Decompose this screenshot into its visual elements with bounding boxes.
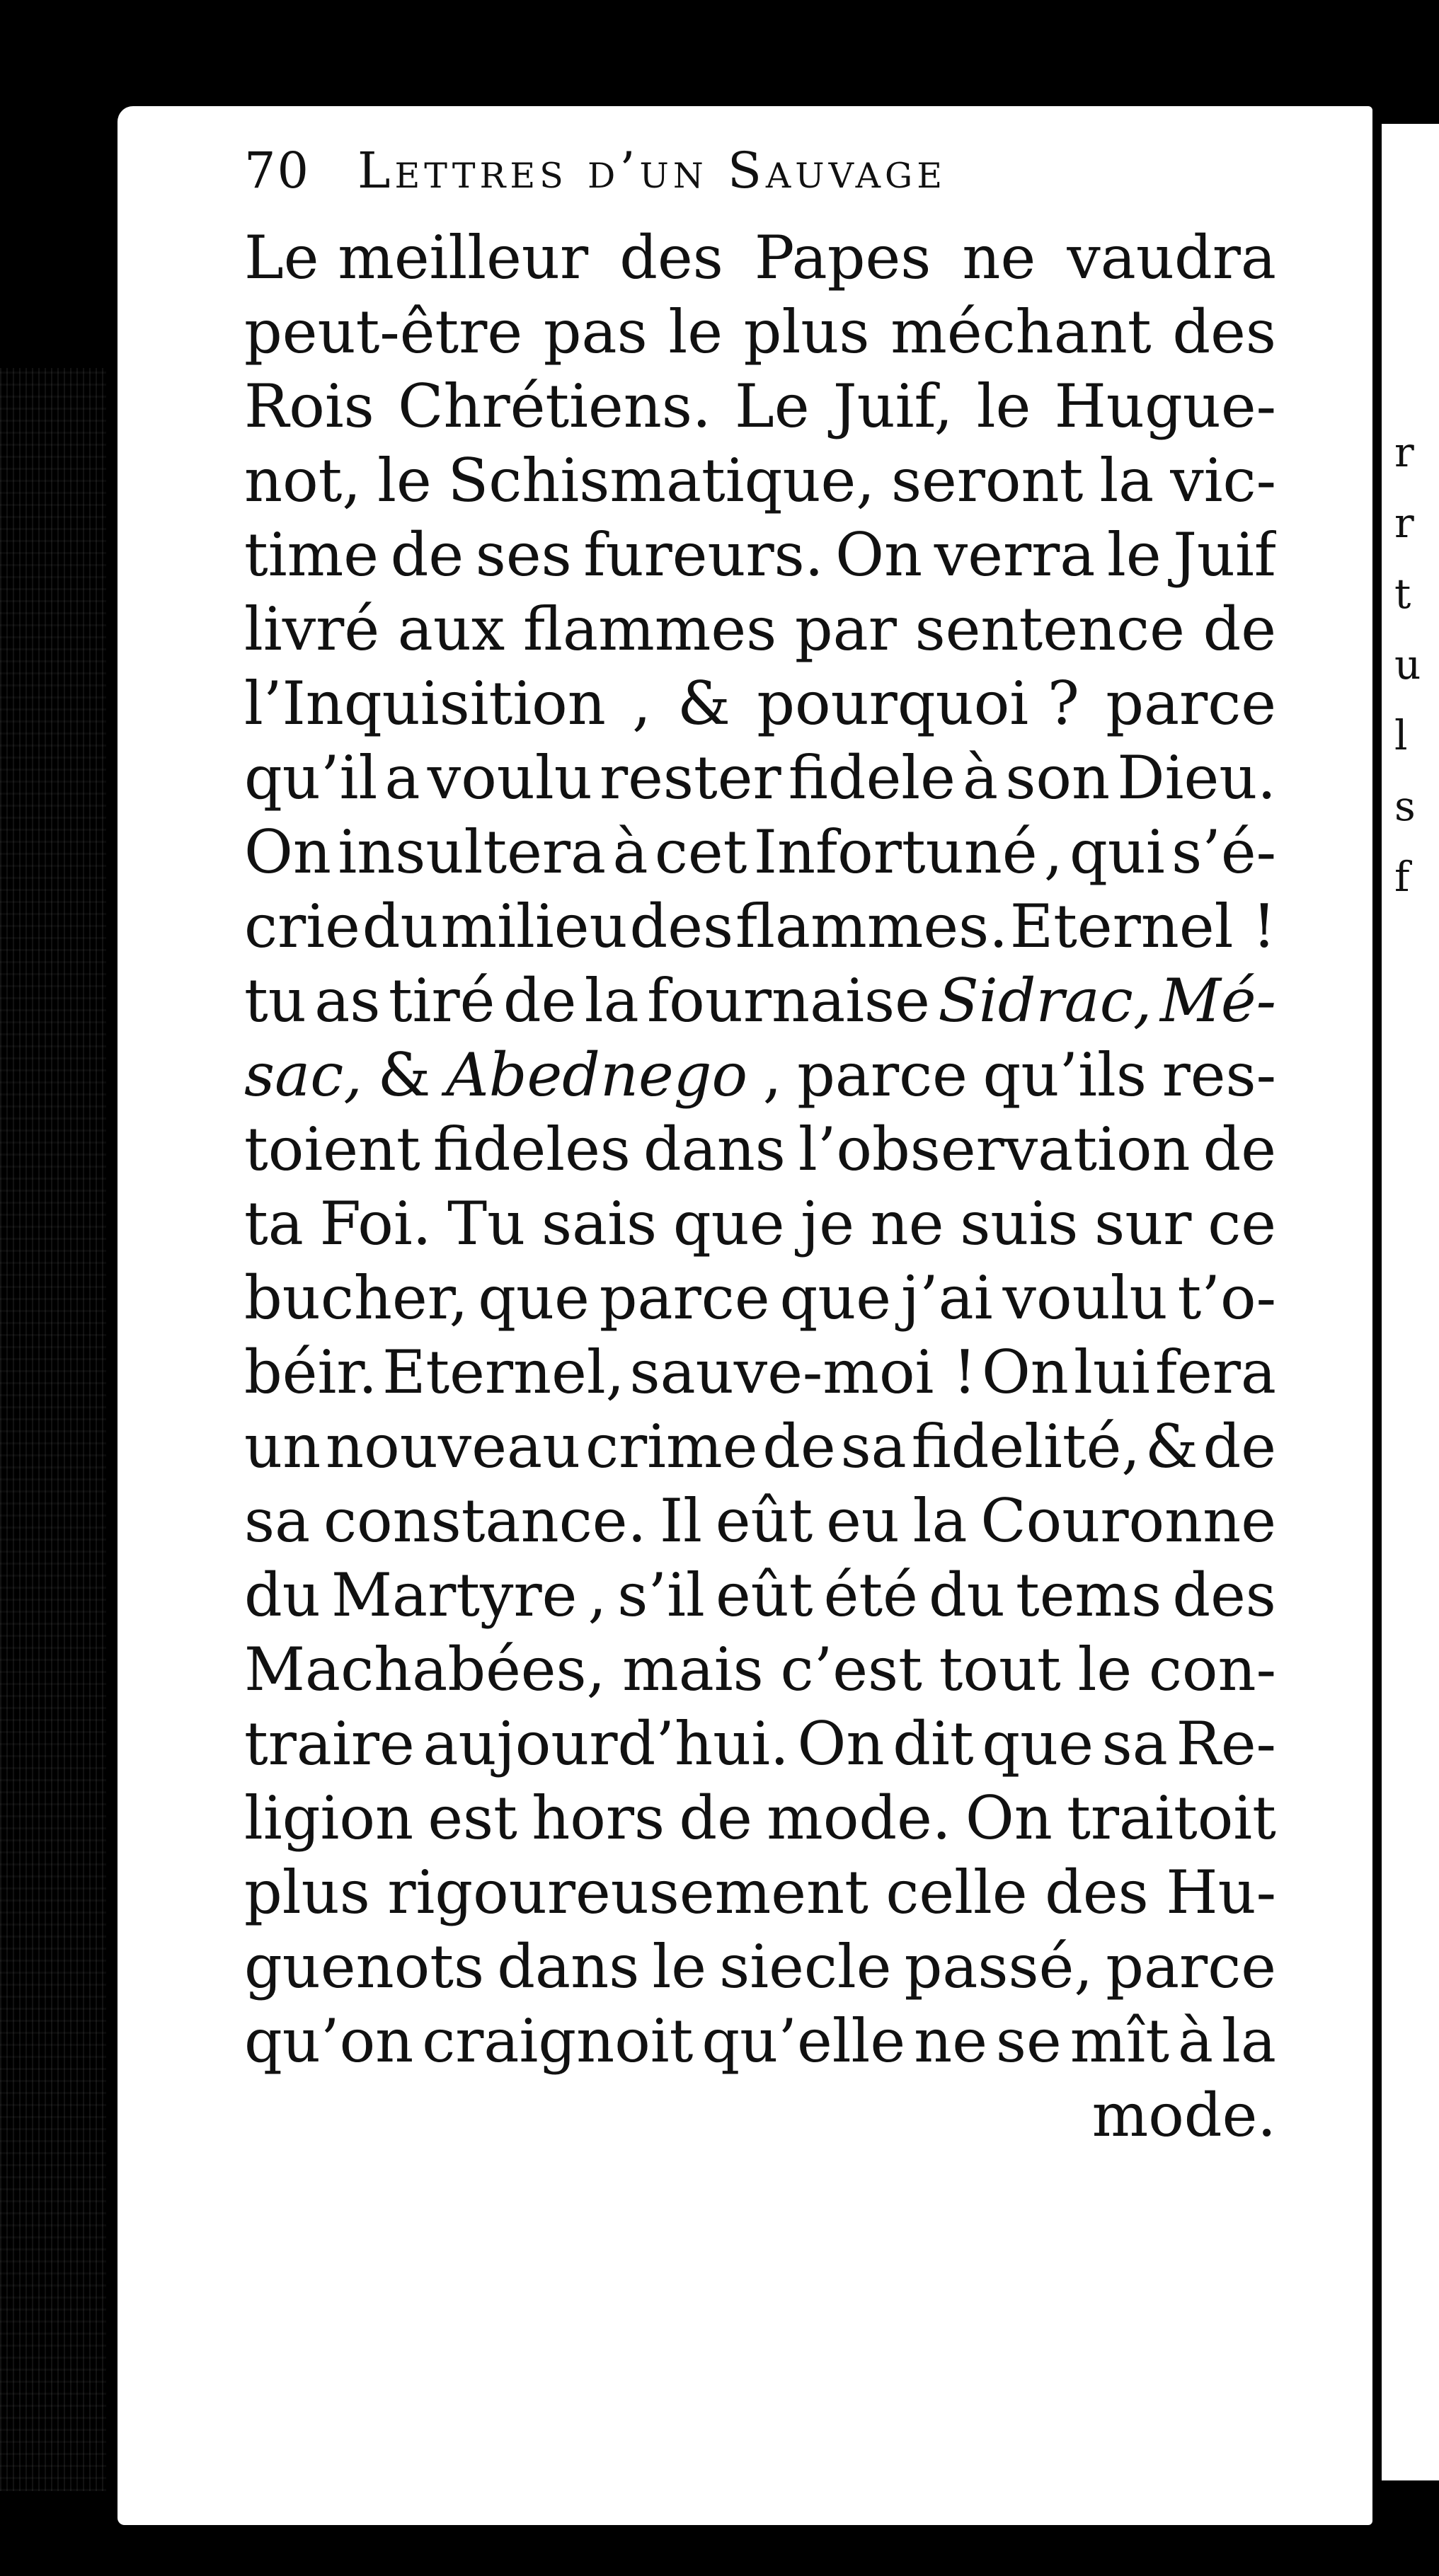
next-page-fragment: r	[1394, 499, 1414, 547]
word: des	[1172, 297, 1276, 367]
word: Dieu.	[1117, 743, 1276, 812]
word: eu	[826, 1486, 900, 1556]
word: t’o-	[1177, 1263, 1276, 1333]
word: Couronne	[980, 1486, 1276, 1556]
word: Eternel !	[1009, 892, 1276, 961]
next-page-fragment: f	[1394, 853, 1410, 901]
word: Tu	[447, 1189, 526, 1258]
word: ce	[1208, 1189, 1276, 1258]
word: Foi.	[319, 1189, 432, 1258]
word: Schismatique,	[447, 446, 875, 515]
word: mode.	[1091, 2081, 1276, 2150]
word: tu	[244, 966, 306, 1035]
text-line	[244, 1558, 1276, 1633]
word: Le meilleur	[244, 223, 589, 292]
word: &	[1145, 1412, 1198, 1481]
word: eût	[715, 1486, 813, 1556]
word: que	[478, 1263, 590, 1333]
word: Hu-	[1166, 1858, 1276, 1927]
word: aux	[397, 594, 505, 664]
word: de	[1203, 1412, 1276, 1481]
word: un	[244, 1412, 321, 1481]
word: ne	[870, 1189, 944, 1258]
next-page-fragment: u	[1394, 640, 1421, 689]
word: Juif	[1173, 520, 1276, 590]
word: je	[801, 1189, 854, 1258]
word: ne	[962, 223, 1036, 292]
text-line	[244, 815, 1276, 890]
word: craignoit	[422, 2006, 694, 2076]
word: bucher,	[244, 1263, 469, 1333]
word: le	[668, 297, 723, 367]
word: à	[963, 743, 999, 812]
word: rigoureusement	[387, 1858, 868, 1927]
word: que	[672, 1189, 785, 1258]
word: toient	[244, 1115, 420, 1184]
word: la	[1222, 2006, 1276, 2076]
word: traitoit	[1067, 1783, 1276, 1853]
text-line	[244, 1930, 1276, 2004]
word: livré	[244, 594, 380, 664]
word: ta	[244, 1189, 304, 1258]
word: que	[779, 1263, 892, 1333]
word: nouveau	[326, 1412, 581, 1481]
word: Le	[735, 372, 810, 441]
word: qu’ils	[982, 1040, 1147, 1110]
text-line	[244, 1781, 1276, 1856]
text-line-last	[244, 2078, 1276, 2153]
next-page-fragment: t	[1394, 570, 1411, 618]
word: crime	[585, 1412, 758, 1481]
next-page-edge	[1382, 124, 1439, 2480]
page-number: 70	[244, 142, 311, 200]
word: fera	[1154, 1338, 1276, 1407]
text-line	[244, 1261, 1276, 1335]
word: peut-être	[244, 297, 523, 367]
word: l’Inquisition	[244, 669, 606, 738]
word: pourquoi ?	[757, 669, 1079, 738]
word: le	[1107, 520, 1162, 590]
word: Martyre	[331, 1560, 578, 1630]
text-line	[244, 2004, 1276, 2078]
word: vic-	[1170, 446, 1276, 515]
running-title: Lettres d’un Sauvage	[357, 142, 946, 200]
word: été	[823, 1560, 918, 1630]
word: du	[244, 1560, 321, 1630]
word: tems	[1015, 1560, 1162, 1630]
word: ne	[914, 2006, 987, 2076]
word: ligion	[244, 1783, 414, 1853]
word: con-	[1148, 1635, 1276, 1704]
text-line	[244, 444, 1276, 518]
word: Abednego	[446, 1040, 748, 1110]
word: de	[503, 966, 577, 1035]
word: dit	[893, 1709, 974, 1778]
word: ses	[475, 520, 572, 590]
text-line	[244, 1112, 1276, 1187]
word: mode.	[767, 1783, 951, 1853]
word: qu’il	[244, 743, 378, 812]
word: parce	[599, 1263, 770, 1333]
word: béir.	[244, 1338, 377, 1407]
word: de	[1203, 1115, 1276, 1184]
word: eût	[715, 1560, 813, 1630]
word: sur	[1094, 1189, 1192, 1258]
word: On	[244, 817, 331, 887]
word: sa	[244, 1486, 311, 1556]
word: On	[797, 1709, 885, 1778]
word: Chrétiens.	[398, 372, 711, 441]
word: traire	[244, 1709, 415, 1778]
word: lui	[1073, 1338, 1150, 1407]
word: qui	[1069, 817, 1165, 887]
word: par	[794, 594, 897, 664]
word: rester	[600, 743, 781, 812]
text-line	[244, 221, 1276, 295]
text-line	[244, 592, 1276, 667]
word: Papes	[754, 223, 931, 292]
word: la	[912, 1486, 968, 1556]
next-page-fragment: l	[1394, 711, 1408, 759]
word: siecle	[719, 1932, 892, 2001]
word: tiré	[388, 966, 495, 1035]
word: celle	[885, 1858, 1028, 1927]
word: plus	[743, 297, 870, 367]
word: res-	[1162, 1040, 1276, 1110]
text-line	[244, 369, 1276, 444]
word: parce	[797, 1040, 968, 1110]
word: méchant	[890, 297, 1152, 367]
word: Sidrac,	[938, 966, 1152, 1035]
word: pas	[543, 297, 648, 367]
word: as	[314, 966, 381, 1035]
word: sa	[1101, 1709, 1168, 1778]
word: le	[652, 1932, 707, 2001]
word: ,	[632, 669, 651, 738]
word: constance.	[323, 1486, 647, 1556]
text-line	[244, 890, 1276, 964]
word: verra	[934, 520, 1096, 590]
word: des	[619, 223, 723, 292]
word: dans	[643, 1115, 786, 1184]
word: parce	[1106, 669, 1276, 738]
page-header	[244, 142, 1271, 205]
text-line	[244, 1856, 1276, 1930]
word: le	[377, 446, 432, 515]
word: s’il	[617, 1560, 705, 1630]
word: du	[362, 892, 439, 961]
word: de	[390, 520, 464, 590]
word: Mé-	[1159, 966, 1276, 1035]
word: On	[835, 520, 923, 590]
word: cet	[654, 817, 747, 887]
word: guenots	[244, 1932, 485, 2001]
word: ,	[1043, 817, 1063, 887]
word: aujourd’hui.	[423, 1709, 789, 1778]
word: sentence	[915, 594, 1185, 664]
body-text	[244, 221, 1276, 2153]
word: de	[762, 1412, 836, 1481]
word: On	[981, 1338, 1069, 1407]
word: est	[428, 1783, 517, 1853]
word: sac,	[244, 1040, 362, 1110]
word: fidele	[788, 743, 956, 812]
word: plus	[244, 1858, 370, 1927]
text-line	[244, 667, 1276, 741]
word: sais	[541, 1189, 658, 1258]
word: la	[1099, 446, 1154, 515]
text-line	[244, 1038, 1276, 1112]
word: hors	[532, 1783, 665, 1853]
word: des	[1172, 1560, 1276, 1630]
word: voulu	[1002, 1263, 1168, 1333]
word: &	[677, 669, 730, 738]
word: Juif,	[832, 372, 953, 441]
word: Infortuné	[753, 817, 1038, 887]
word: insultera	[338, 817, 607, 887]
word: voulu	[427, 743, 592, 812]
word: que	[982, 1709, 1094, 1778]
text-line	[244, 964, 1276, 1038]
word: du	[928, 1560, 1005, 1630]
word: ,	[587, 1560, 607, 1630]
word: seront	[890, 446, 1084, 515]
word: des	[1045, 1858, 1149, 1927]
word: Eternel,	[382, 1338, 625, 1407]
text-line	[244, 518, 1276, 592]
word: Rois	[244, 372, 374, 441]
word: fureurs.	[583, 520, 824, 590]
word: se	[995, 2006, 1062, 2076]
word: dans	[497, 1932, 640, 2001]
word: son	[1005, 743, 1111, 812]
word: sa	[840, 1412, 907, 1481]
word: de	[679, 1783, 752, 1853]
word: milieu	[440, 892, 628, 961]
next-page-fragment: r	[1394, 428, 1414, 476]
word: On	[965, 1783, 1053, 1853]
word: a	[384, 743, 420, 812]
word: j’ai	[900, 1263, 993, 1333]
word: c’est	[780, 1635, 922, 1704]
text-line	[244, 295, 1276, 369]
word: le	[1077, 1635, 1133, 1704]
word: not,	[244, 446, 362, 515]
text-line	[244, 1410, 1276, 1484]
text-line	[244, 1335, 1276, 1410]
word: à	[612, 817, 648, 887]
word: Re-	[1176, 1709, 1276, 1778]
word: vaudra	[1067, 223, 1276, 292]
word: mît	[1070, 2006, 1169, 2076]
scan-left-edge	[0, 368, 106, 2491]
word: fideles	[432, 1115, 631, 1184]
word: flammes	[522, 594, 777, 664]
word: parce	[1106, 1932, 1276, 2001]
word: fidelité,	[911, 1412, 1140, 1481]
word: time	[244, 520, 379, 590]
word: crie	[244, 892, 360, 961]
text-line	[244, 1633, 1276, 1707]
word: tout	[939, 1635, 1061, 1704]
word: qu’elle	[701, 2006, 906, 2076]
word: à	[1177, 2006, 1214, 2076]
word: suis	[960, 1189, 1079, 1258]
word: sauve-moi !	[629, 1338, 977, 1407]
text-line	[244, 741, 1276, 815]
word: passé,	[904, 1932, 1094, 2001]
word: qu’on	[244, 2006, 414, 2076]
next-page-fragment: s	[1394, 782, 1416, 830]
word: Machabées,	[244, 1635, 606, 1704]
word: Il	[659, 1486, 702, 1556]
word: fournaise	[647, 966, 930, 1035]
word: de	[1203, 594, 1276, 664]
word: des	[629, 892, 734, 961]
text-line	[244, 1484, 1276, 1558]
word: s’é-	[1171, 817, 1276, 887]
word: mais	[622, 1635, 764, 1704]
word: flammes.	[735, 892, 1008, 961]
word: ,	[762, 1040, 782, 1110]
text-line	[244, 1707, 1276, 1781]
word: Hugue-	[1054, 372, 1276, 441]
word: le	[976, 372, 1031, 441]
word: &	[377, 1040, 431, 1110]
word: l’observation	[798, 1115, 1191, 1184]
word: la	[584, 966, 639, 1035]
text-line	[244, 1187, 1276, 1261]
